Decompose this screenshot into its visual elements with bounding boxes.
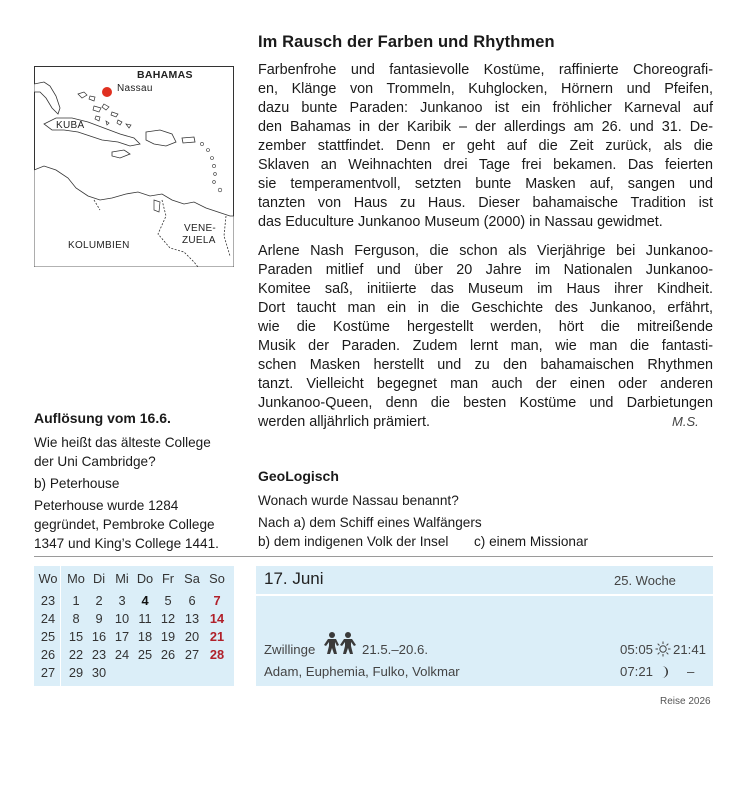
- sunrise-time: 05:05: [620, 642, 654, 657]
- calendar-weekday-label: Di: [92, 571, 106, 586]
- geologisch-option-b: b) dem indigenen Volk der Insel: [258, 534, 449, 549]
- article-line: tanzt. Vielleicht begegnet man auch der einen oder anderen: [258, 376, 713, 392]
- calendar-week-row: [34, 592, 234, 610]
- calendar-weekday-label: Sa: [184, 571, 200, 586]
- calendar-weekday-label: Fr: [161, 571, 175, 586]
- calendar-day: 6: [188, 593, 196, 608]
- map-label-kuba: KUBA: [56, 120, 85, 131]
- calendar-day: 2: [95, 593, 103, 608]
- article-paragraph-2: [258, 242, 713, 432]
- geologisch-option-a: Nach a) dem Schiff eines Walfängers: [258, 515, 482, 530]
- article-title: Im Rausch der Farben und Rhythmen: [258, 33, 555, 51]
- moonrise-time: 07:21: [620, 664, 654, 679]
- gemini-twins-icon: [322, 631, 358, 655]
- geologisch-question: Wonach wurde Nassau benannt?: [258, 493, 459, 508]
- map-label-nassau: Nassau: [117, 83, 153, 94]
- article-line: werden alljährlich prämiert.: [258, 414, 430, 430]
- crescent-moon-icon: [658, 665, 670, 679]
- calendar-day: 26: [160, 647, 176, 662]
- article-paragraph-1: [258, 61, 713, 232]
- sun-icon: [655, 641, 671, 657]
- article-line: Arlene Nash Ferguson, die schon als Vierjährige bei Junkanoo-: [258, 243, 713, 259]
- article-line: zember stattfindet. Denn er geht auf die Zeit zurück, als die: [258, 138, 713, 154]
- article-line: Paraden mitlief und über 20 Jahre im Nationalen Junkanoo-: [258, 262, 713, 278]
- calendar-day: 10: [114, 611, 130, 626]
- calendar-weekday-label: Mo: [67, 571, 85, 586]
- section-divider: [34, 556, 713, 557]
- calendar-day: 3: [118, 593, 126, 608]
- article-line: Junkanoo-Queen, denn die besten Kostüme und Darbietungen: [258, 395, 713, 411]
- caribbean-map: [34, 66, 234, 267]
- calendar-day: 24: [114, 647, 130, 662]
- article-line: wie die Kostüme hergestellt werden, hört die mitreißende: [258, 319, 713, 335]
- calendar-day: 14: [209, 611, 225, 626]
- calendar-day: 9: [95, 611, 103, 626]
- day-date: 17. Juni: [264, 569, 324, 588]
- calendar-day: 23: [91, 647, 107, 662]
- article-line: sie temperamentvoll, setzten bunte Masken auf, sangen und: [258, 176, 713, 192]
- calendar-day: 12: [160, 611, 176, 626]
- calendar-grid: [34, 570, 234, 686]
- article-line: tanzten von Haus zu Haus. Dieser bahamaische Tradition ist: [258, 195, 713, 211]
- calendar-week-row: [34, 646, 234, 664]
- calendar-weekday-header: [34, 570, 234, 588]
- calendar-day: 25: [137, 647, 153, 662]
- calendar-day: 17: [114, 629, 130, 644]
- map-label-bahamas: BAHAMAS: [137, 69, 193, 81]
- name-days: Adam, Euphemia, Fulko, Volkmar: [264, 664, 460, 679]
- calendar-weekday-label: So: [209, 571, 225, 586]
- calendar-day: 20: [184, 629, 200, 644]
- zodiac-range: 21.5.–20.6.: [362, 642, 428, 657]
- calendar-week-number: 23: [40, 593, 56, 608]
- footer-label: Reise 2026: [660, 696, 711, 707]
- zodiac-label: Zwillinge: [264, 642, 316, 657]
- calendar-day: 8: [72, 611, 80, 626]
- geologisch-heading: GeoLogisch: [258, 468, 339, 484]
- calendar-week-row: [34, 664, 234, 682]
- moonset-time: –: [687, 664, 695, 679]
- calendar-weekday-label: Do: [136, 571, 154, 586]
- article-line: en, Klänge von Trommeln, Kuhglocken, Hörnern und Pfeifen,: [258, 81, 713, 97]
- article-line: das Educulture Junkanoo Museum (2000) in Nassau gewidmet.: [258, 214, 663, 230]
- calendar-day: 7: [213, 593, 221, 608]
- calendar-day: 15: [68, 629, 84, 644]
- article-line: Musik der Paraden. Zudem lernt man, wie man die fantasti-: [258, 338, 713, 354]
- solution-question-line: der Uni Cambridge?: [34, 454, 156, 469]
- calendar-week-number: 26: [40, 647, 56, 662]
- sunset-time: 21:41: [673, 642, 707, 657]
- solution-explanation-line: 1347 und King’s College 1441.: [34, 536, 219, 551]
- solution-explanation-line: gegründet, Pembroke College: [34, 517, 215, 532]
- calendar-week-row: [34, 628, 234, 646]
- calendar-day: 4: [141, 593, 149, 608]
- map-label-venezuela-1: VENE-: [184, 223, 217, 234]
- article-line: schen Masken herstellt und zu den bahamaischen Rhythmen: [258, 357, 713, 373]
- day-week: 25. Woche: [614, 573, 676, 588]
- calendar-week-number: 27: [40, 665, 56, 680]
- calendar-day: 29: [68, 665, 84, 680]
- calendar-day: 1: [72, 593, 80, 608]
- article-line: dazu bunte Paraden: Junkanoo ist ein fröhlicher Karneval auf: [258, 100, 713, 116]
- geologisch-option-c: c) einem Missionar: [474, 534, 589, 549]
- calendar-day: 16: [91, 629, 107, 644]
- solution-explanation-line: Peterhouse wurde 1284: [34, 498, 179, 513]
- calendar-week-number: 24: [40, 611, 56, 626]
- calendar-week-number: 25: [40, 629, 56, 644]
- calendar-weekday-label: Mi: [115, 571, 129, 586]
- calendar-day: 18: [137, 629, 153, 644]
- map-label-kolumbien: KOLUMBIEN: [68, 240, 130, 251]
- solution-question-line: Wie heißt das älteste College: [34, 435, 211, 450]
- calendar-weekday-label: Wo: [38, 571, 58, 586]
- calendar-day: 27: [184, 647, 200, 662]
- solution-heading: Auflösung vom 16.6.: [34, 410, 171, 426]
- map-label-venezuela-2: ZUELA: [182, 235, 216, 246]
- calendar-day: 5: [164, 593, 172, 608]
- article-line: Komitee saß, initiierte das Museum im Haus ihrer Kindheit.: [258, 281, 713, 297]
- article-line: Farbenfrohe und fantasievolle Kostüme, raffinierte Choreografi-: [258, 62, 713, 78]
- calendar-day: 11: [138, 611, 152, 626]
- solution-answer: b) Peterhouse: [34, 476, 120, 491]
- calendar-day: 21: [209, 629, 225, 644]
- calendar-day: 13: [184, 611, 200, 626]
- calendar-day: 19: [160, 629, 176, 644]
- article-line: Dort taucht man ein in die Geschichte des Junkanoo, erfährt,: [258, 300, 713, 316]
- calendar-week-row: [34, 610, 234, 628]
- calendar-day: 22: [68, 647, 84, 662]
- article-signature: M.S.: [672, 414, 699, 429]
- calendar-day: 30: [91, 665, 107, 680]
- article-line: Sklaven an Weihnachten drei Tage frei bekamen. Das feierten: [258, 157, 713, 173]
- calendar-day: 28: [209, 647, 225, 662]
- article-line: den Bahamas in der Karibik – der allerdings am 26. und 31. De-: [258, 119, 713, 135]
